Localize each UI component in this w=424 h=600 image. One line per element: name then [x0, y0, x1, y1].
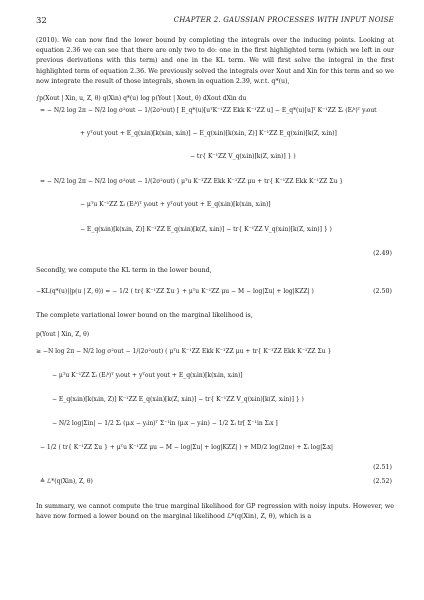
equation-number-250: (2.50): [373, 288, 392, 295]
equation-bound-2: − μᵀu K⁻¹ZZ Σᵢ (Eᵢᵏ)ᵀ yᵢout + yᵀout yout + E_q(xᵢin)[k(xᵢin, xᵢin)]: [52, 372, 243, 379]
page-number: 32: [36, 16, 47, 26]
page-header: [36, 16, 394, 28]
paragraph-kl: Secondly, we compute the KL term in the lower bound,: [36, 267, 212, 274]
equation-bound-5: − 1/2 ( tr{ K⁻¹ZZ Σu } + μᵀu K⁻¹ZZ μu − M − log|Σu| + log|KZZ| ) + MD/2 log(2πe) + Σᵢ log|Σᵢx|: [40, 444, 334, 451]
equation-number-252: (2.52): [373, 478, 392, 485]
equation-bound-4: − N/2 log|Σin| − 1/2 Σᵢ (μᵢx − yᵢin)ᵀ Σ⁻¹in (μᵢx − yᵢin) − 1/2 Σᵢ tr[ Σ⁻¹in Σᵢx ]: [52, 420, 278, 427]
paragraph-intro: (2010). We can now find the lower bound by completing the integrals over the inducing points. Looking at equation 2.36 we can see that there are only two to do: one in the first highlighted term (which we left in our previous derivations with this term) and one in the KL term. We will first solve the integral in the first highlighted term of equation 2.36. We previously solved the integrals over Xout and Xin for this term and so we now integrate the result of those integrals, shown in equation 2.39, w.r.t. q*(u),: [36, 37, 394, 85]
paragraph-bound: The complete variational lower bound on the marginal likelihood is,: [36, 312, 253, 319]
equation-line-1: = − N/2 log 2π − N/2 log σ²out − 1/(2σ²out) [ E_q*(u)[uᵀK⁻¹ZZ Ekk K⁻¹ZZ u] − E_q*(u)[u]ᵀ K⁻¹ZZ Σᵢ (Eᵢᵏ)ᵀ yᵢout: [40, 107, 377, 114]
equation-integral: ∫p(Xout | Xin, u, Z, θ) q(Xin) q*(u) log p(Yout | Xout, θ) dXout dXin du: [36, 95, 247, 102]
equation-number-249: (2.49): [373, 250, 392, 257]
equation-line-3: − tr{ K⁻¹ZZ V_q(xᵢin)[k(Z, xᵢin)] } ): [190, 153, 296, 160]
equation-kl: −KL(q*(u)||p(u | Z, θ)) = − 1/2 ( tr{ K⁻¹ZZ Σu } + μᵀu K⁻¹ZZ μu − M − log|Σu| + log|KZZ| ): [36, 288, 314, 295]
equation-marginal: p(Yout | Xin, Z, θ): [36, 331, 90, 338]
equation-line-4: = − N/2 log 2π − N/2 log σ²out − 1/(2σ²out) ( μᵀu K⁻¹ZZ Ekk K⁻¹ZZ μu + tr{ K⁻¹ZZ Ekk K⁻¹ZZ Σu }: [40, 178, 344, 185]
equation-number-251: (2.51): [373, 464, 392, 471]
equation-line-6: − E_q(xᵢin)[k(xᵢin, Z)] K⁻¹ZZ E_q(xᵢin)[k(Z, xᵢin)] − tr{ K⁻¹ZZ V_q(xᵢin)[k(Z, xᵢin)] } ): [80, 226, 332, 233]
paragraph-summary: In summary, we cannot compute the true marginal likelihood for GP regression with noisy inputs. However, we have now formed a lower bound on the marginal likelihood ℒ*(q(Xin), Z, θ), which is a: [36, 503, 394, 521]
equation-line-2: + yᵀout yout + E_q(xᵢin)[k(xᵢin, xᵢin)] − E_q(xᵢin)[k(xᵢin, Z)] K⁻¹ZZ E_q(xᵢin)[k(Z, xᵢin)]: [80, 130, 337, 137]
chapter-title: CHAPTER 2. GAUSSIAN PROCESSES WITH INPUT NOISE: [173, 16, 394, 24]
equation-bound-1: ≥ −N log 2π − N/2 log σ²out − 1/(2σ²out) ( μᵀu K⁻¹ZZ Ekk K⁻¹ZZ μu + tr{ K⁻¹ZZ Ekk K⁻¹ZZ Σu }: [36, 348, 332, 355]
equation-bound-3: − E_q(xᵢin)[k(xᵢin, Z)] K⁻¹ZZ E_q(xᵢin)[k(Z, xᵢin)] − tr{ K⁻¹ZZ V_q(xᵢin)[k(Z, xᵢin)] } ): [52, 396, 304, 403]
equation-definition: ≜ ℒ*(q(Xin), Z, θ): [40, 478, 93, 485]
equation-line-5: − μᵀu K⁻¹ZZ Σᵢ (Eᵢᵏ)ᵀ yᵢout + yᵀout yout + E_q(xᵢin)[k(xᵢin, xᵢin)]: [80, 201, 271, 208]
